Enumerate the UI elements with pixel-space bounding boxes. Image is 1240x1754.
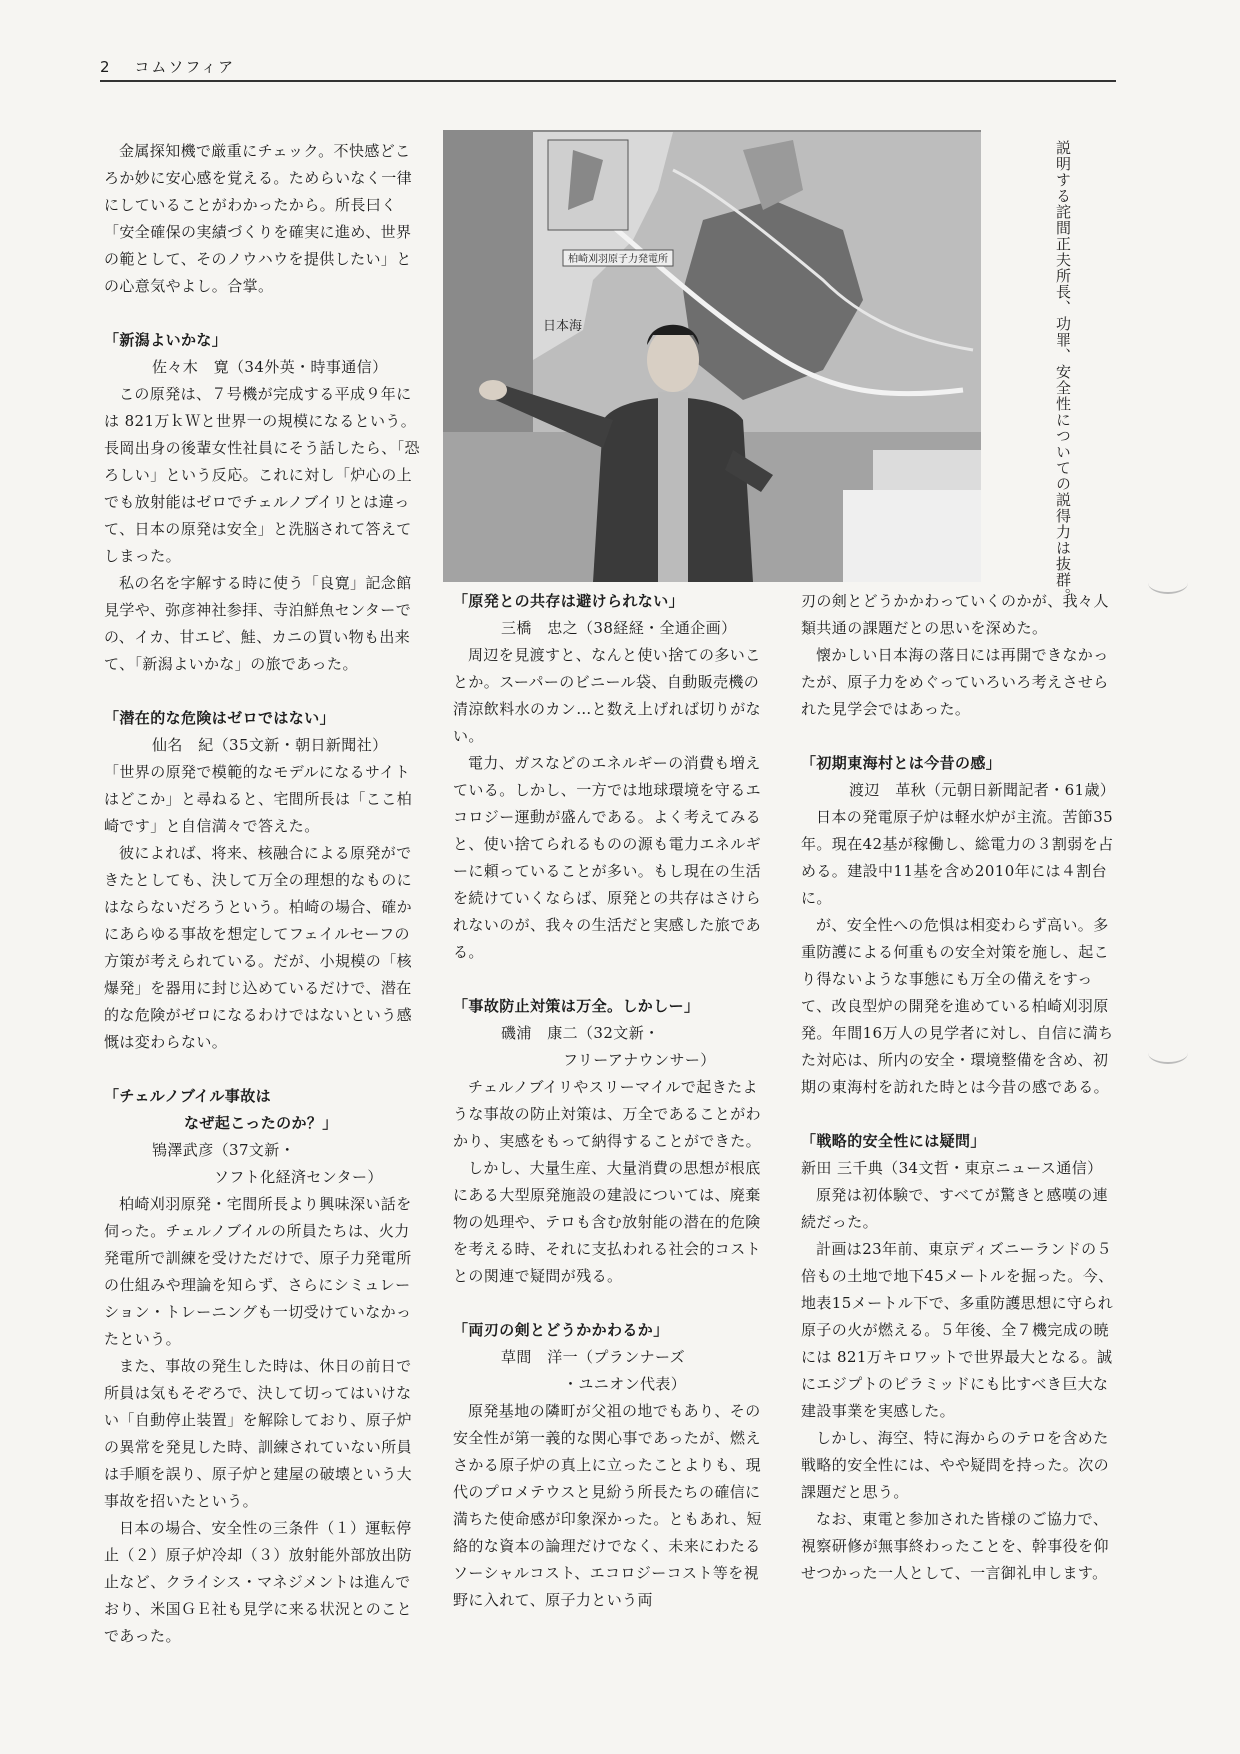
- paragraph: 「世界の原発で模範的なモデルになるサイトはどこか」と尋ねると、宅間所長は「ここ柏崎です」と自信満々で答えた。: [104, 763, 413, 835]
- section-author-continued: ・ユニオン代表）: [563, 1375, 687, 1393]
- photo-caption: 説明する詫間正夫所長、功罪、安全性についての説得力は抜群。: [1054, 140, 1072, 604]
- section-title: 「潜在的な危険はゼロではない」: [104, 709, 336, 727]
- section-title: 「両刃の剣とどうかかわるか」: [453, 1321, 669, 1339]
- section-author: 新田 三千典（34文哲・東京ニュース通信）: [801, 1159, 1103, 1177]
- paragraph: 彼によれば、将来、核融合による原発ができたとしても、決して万全の理想的なものにはならないだろうという。柏崎の場合、確かにあらゆる事故を想定してフェイルセーフの方策が考えられている。だが、小規模の「核爆発」を器用に封じ込めているだけで、潜在的な危険がゼロになるわけではないという感慨は変わらない。: [104, 844, 413, 1051]
- paragraph: 周辺を見渡すと、なんと使い捨ての多いことか。スーパーのビニール袋、自動販売機の清涼飲料水のカン…と数え上げれば切りがない。: [453, 646, 762, 745]
- paragraph: しかし、大量生産、大量消費の思想が根底にある大型原発施設の建設については、廃棄物の処理や、テロも含む放射能の潜在的危険を考える時、それに支払われる社会的コストとの関連で疑問が残る。: [453, 1159, 762, 1285]
- section-author: 佐々木 寛（34外英・時事通信）: [152, 358, 388, 376]
- paragraph: 私の名を字解する時に使う「良寛」記念館見学や、弥彦神社参拝、寺泊鮮魚センターでの、イカ、甘エビ、鮭、カニの買い物も出来て、「新潟よいかな」の旅であった。: [104, 574, 412, 673]
- section-author: 草間 洋一（プランナーズ: [501, 1348, 686, 1366]
- section-title: 「原発との共存は避けられない」: [453, 592, 685, 610]
- section-author: 渡辺 革秋（元朝日新聞記者・61歳）: [849, 781, 1116, 799]
- paragraph: なお、東電と参加された皆様のご協力で、視察研修が無事終わったことを、幹事役を仰せつかった一人として、一言御礼申します。: [801, 1510, 1109, 1582]
- page-header: [100, 56, 1116, 82]
- section-title: 「初期東海村とは今昔の感」: [801, 754, 1002, 772]
- article-column-2: [453, 588, 773, 1614]
- section-author-continued: フリーアナウンサー）: [563, 1051, 716, 1069]
- paragraph: 原発は初体験で、すべてが驚きと感嘆の連続だった。: [801, 1186, 1109, 1231]
- photo-director-map: [443, 130, 981, 582]
- section-author: 仙名 紀（35文新・朝日新聞社）: [152, 736, 388, 754]
- section-title: 「事故防止対策は万全。しかしー」: [453, 997, 700, 1015]
- paragraph: 日本の場合、安全性の三条件（１）運転停止（２）原子炉冷却（３）放射能外部放出防止など、クライシス・マネジメントは進んでおり、米国ＧＥ社も見学に来る状況とのことであった。: [104, 1519, 413, 1645]
- paragraph: しかし、海空、特に海からのテロを含めた戦略的安全性には、やや疑問を持った。次の課題だと思う。: [801, 1429, 1110, 1501]
- paragraph: 懐かしい日本海の落日には再開できなかったが、原子力をめぐっていろいろ考えさせられた見学会ではあった。: [801, 646, 1109, 718]
- paragraph: 計画は23年前、東京ディズニーランドの５倍もの土地で地下45メートルを掘った。今、地表15メートル下で、多重防護思想に守られ原子の火が燃える。５年後、全７機完成の暁には 821万キロワットで世界最大となる。誠にエジプトのピラミッドにも比すべき巨大な建設事業を実感した。: [801, 1240, 1114, 1420]
- map-label-plant: 柏崎刈羽原子力発電所: [568, 254, 668, 265]
- publication-title: コムソフィア: [134, 58, 236, 76]
- section-author: 鴇澤武彦（37文新・: [152, 1141, 296, 1159]
- paragraph: チェルノブイリやスリーマイルで起きたような事故の防止対策は、万全であることがわかり、実感をもって納得することができた。: [453, 1078, 762, 1150]
- paragraph: この原発は、７号機が完成する平成９年には 821万ｋＷと世界一の規模になるという。: [104, 385, 417, 430]
- article-column-1: [104, 138, 424, 1650]
- section-title: 「チェルノブイル事故は: [104, 1087, 272, 1105]
- binder-hole-mark: [1148, 572, 1188, 594]
- section-author: 磯浦 康二（32文新・: [501, 1024, 660, 1042]
- article-column-3: [801, 588, 1121, 1587]
- intro-paragraph: 金属探知機で厳重にチェック。不快感どころか妙に安心感を覚える。ためらいなく一律にしていることがわかったから。所長曰く「安全確保の実績づくりを確実に進め、世界の範として、そのノウハウを提供したい」との心意気やよし。合掌。: [104, 142, 413, 295]
- paragraph: 日本の発電原子炉は軽水炉が主流。苦節35年。現在42基が稼働し、総電力の３割弱を占める。建設中11基を含め2010年には４割台に。: [801, 808, 1114, 907]
- paragraph: 原発基地の隣町が父祖の地でもあり、その安全性が第一義的な関心事であったが、燃えさかる原子炉の真上に立ったことよりも、現代のプロメテウスと見紛う所長たちの確信に満ちた使命感が印象深かった。ともあれ、短絡的な資本の論理だけでなく、未来にわたるソーシャルコスト、エコロジーコスト等を視野に入れて、原子力という両: [453, 1402, 762, 1609]
- paragraph: 長岡出身の後輩女性社員にそう話したら、「恐ろしい」という反応。これに対し「炉心の上でも放射能はゼロでチェルノブイリとは違って、日本の原発は安全」と洗脳されて答えてしまった。: [104, 439, 420, 565]
- section-author-continued: ソフト化経済センター）: [214, 1168, 383, 1186]
- paragraph: 電力、ガスなどのエネルギーの消費も増えている。しかし、一方では地球環境を守るエコロジー運動が盛んである。よく考えてみると、使い捨てられるものの源も電力エネルギーに頼っていることが多い。もし現在の生活を続けていくならば、原発との共存はさけられないのが、我々の生活だと実感した旅である。: [453, 754, 762, 961]
- paragraph: 刃の剣とどうかかわっていくのかが、我々人類共通の課題だとの思いを深めた。: [801, 592, 1109, 637]
- section-author: 三橋 忠之（38経経・全通企画）: [501, 619, 737, 637]
- binder-hole-mark: [1148, 1042, 1188, 1064]
- section-title: 「戦略的安全性には疑問」: [801, 1132, 986, 1150]
- section-title: 「新潟よいかな」: [104, 331, 228, 349]
- paragraph: 柏崎刈羽原発・宅間所長より興味深い話を伺った。チェルノブイルの所員たちは、火力発電所で訓練を受けただけで、原子力発電所の仕組みや理論を知らず、さらにシミュレーション・トレーニングも一切受けていなかったという。: [104, 1195, 412, 1348]
- paragraph: また、事故の発生した時は、休日の前日で所員は気もそぞろで、決して切ってはいけない「自動停止装置」を解除しており、原子炉の異常を発見した時、訓練されていない所員は手順を誤り、原子炉と建屋の破壊という大事故を招いたという。: [104, 1357, 413, 1510]
- section-title-continued: なぜ起こったのか？」: [184, 1114, 338, 1132]
- paragraph: が、安全性への危惧は相変わらず高い。多重防護による何重もの安全対策を施し、起こり得ないような事態にも万全の備えをすって、改良型炉の開発を進めている柏崎刈羽原発。年間16万人の見学者に対し、自信に満ちた対応は、所内の安全・環境整備を含め、初期の東海村を訪れた時とは今昔の感である。: [801, 916, 1114, 1096]
- page-number: 2: [100, 58, 112, 76]
- map-label-sea: 日本海: [543, 319, 583, 334]
